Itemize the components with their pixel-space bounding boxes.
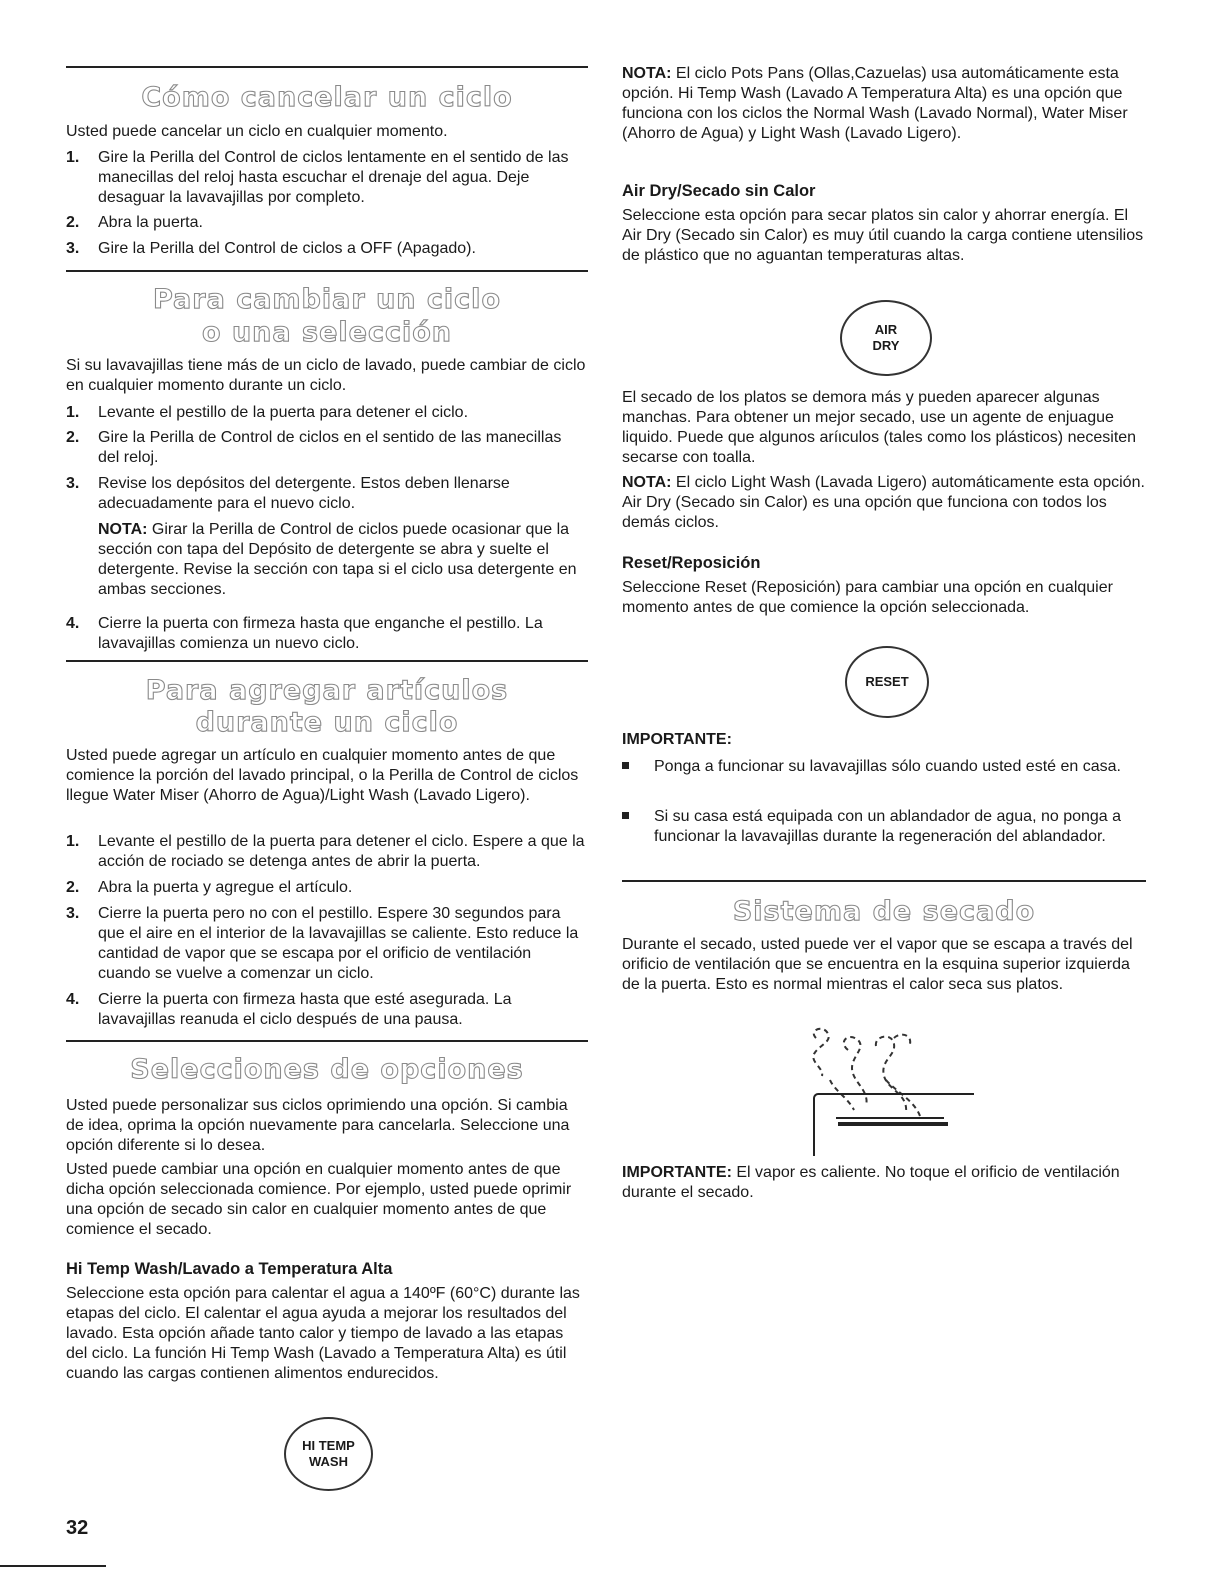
change-intro: Si su lavavajillas tiene más de un ciclo de lavado, puede cambiar de ciclo en cualquier momento durante un ciclo. xyxy=(66,357,586,394)
options-p2: Usted puede cambiar una opción en cualquier momento antes de que dicha opción seleccionada comience. Por ejemplo, usted puede oprimir una opción de secado sin calor en cualquier momento antes de que comience el secado. xyxy=(66,1161,572,1238)
bullet-icon xyxy=(622,762,629,769)
section-title-add-line1: Para agregar artículos xyxy=(145,675,509,706)
steam-vent-icon xyxy=(794,1020,984,1160)
section-title-change-line2: o una selección xyxy=(202,317,452,348)
reset-heading: Reset/Reposición xyxy=(622,554,761,572)
important-steam-note: IMPORTANTE: El vapor es caliente. No toque el orificio de ventilación durante el secado. xyxy=(622,1164,1120,1201)
section-divider xyxy=(66,660,588,662)
cancel-intro: Usted puede cancelar un ciclo en cualquier momento. xyxy=(66,123,448,140)
hitemp-text: Seleccione esta opción para calentar el agua a 140ºF (60°C) durante las etapas del ciclo. El calentar el agua ayuda a mejorar los resultados del lavado. Esta opción añade tanto calor y tiempo de lavado a las etapas del ciclo. La función Hi Temp Wash (Lavado a Temperatura Alta) es útil cuando las cargas contienen alimentos endurecidos. xyxy=(66,1285,580,1382)
section-title-drying: Sistema de secado xyxy=(732,896,1036,927)
section-divider xyxy=(622,880,1146,882)
hi-temp-wash-button[interactable]: HI TEMP WASH xyxy=(284,1417,373,1491)
bullet-icon xyxy=(622,812,629,819)
section-title-change-line1: Para cambiar un ciclo xyxy=(152,284,501,315)
air-dry-heading: Air Dry/Secado sin Calor xyxy=(622,182,816,200)
light-wash-note: NOTA: El ciclo Light Wash (Lavada Ligero) automáticamente esta opción. Air Dry (Secado sin Calor) es una opción que funciona con todos los demás ciclos. xyxy=(622,474,1145,531)
section-title-options: Selecciones de opciones xyxy=(130,1054,524,1085)
air-dry-p2: El secado de los platos se demora más y pueden aparecer algunas manchas. Para obtener un mejor secado, use un agente de enjuague liquido. Puede que algunos aríιculos (tales como los plásticos) necesiten secarse con toalla. xyxy=(622,389,1137,466)
air-dry-button[interactable]: AIR DRY xyxy=(840,300,932,376)
important-heading: IMPORTANTE: xyxy=(622,731,732,748)
footer-rule xyxy=(0,1565,106,1567)
pots-pans-note: NOTA: El ciclo Pots Pans (Ollas,Cazuelas) usa automáticamente esta opción. Hi Temp Wash (Lavado A Temperatura Alta) es una opción que funciona con los ciclos the Normal Wash (Lavado Normal), Water Miser (Ahorro de Agua) y Light Wash (Lavado Ligero). xyxy=(622,65,1128,142)
hitemp-heading: Hi Temp Wash/Lavado a Temperatura Alta xyxy=(66,1260,393,1278)
drying-text: Durante el secado, usted puede ver el vapor que se escapa a través del orificio de ventilación que se encuentra en la esquina superior izquierda de la puerta. Esto es normal mientras el calor seca sus platos. xyxy=(622,936,1133,993)
section-title-cancel: Cómo cancelar un ciclo xyxy=(141,82,513,113)
change-note: NOTA: Girar la Perilla de Control de ciclos puede ocasionar que la sección con tapa del Depósito de detergente se abra y suelte el detergente. Revise la sección con tapa si el ciclo usa detergente en ambas secciones. xyxy=(98,521,577,598)
section-title-add-line2: durante un ciclo xyxy=(195,707,459,738)
reset-text: Seleccione Reset (Reposición) para cambiar una opción en cualquier momento antes de que comience la opción seleccionada. xyxy=(622,579,1113,616)
section-divider xyxy=(66,66,588,68)
page-number: 32 xyxy=(66,1517,89,1539)
section-divider xyxy=(66,1040,588,1042)
reset-button[interactable]: RESET xyxy=(845,646,929,718)
options-p1: Usted puede personalizar sus ciclos oprimiendo una opción. Si cambia de idea, oprima la opción nuevamente para cancelarla. Seleccione una opción diferente si lo desea. xyxy=(66,1097,570,1154)
air-dry-text: Seleccione esta opción para secar platos sin calor y ahorrar energía. El Air Dry (Secado sin Calor) es muy útil cuando la carga contiene utensilios de plástico que no aguantan temperaturas altas. xyxy=(622,207,1144,264)
section-divider xyxy=(66,270,588,272)
add-intro: Usted puede agregar un artículo en cualquier momento antes de que comience la porción del lavado principal, o la Perilla de Control de ciclos llegue Water Miser (Ahorro de Agua)/Light Wash (Lavado Ligero). xyxy=(66,747,579,804)
